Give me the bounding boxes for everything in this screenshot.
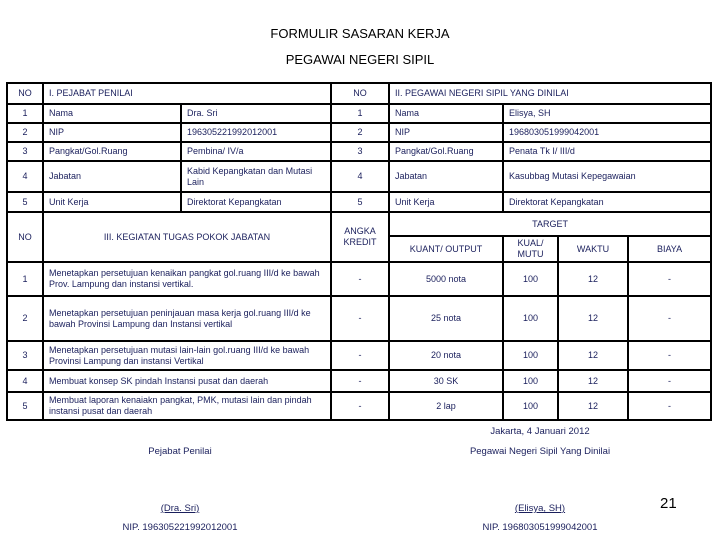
cell: Elisya, SH xyxy=(503,104,711,123)
cell: Menetapkan persetujuan kenaikan pangkat gol.ruang III/d ke bawah Prov. Lampung dan instansi vertikal. xyxy=(43,262,331,296)
form-title: FORMULIR SASARAN KERJA xyxy=(270,26,450,41)
cell: BIAYA xyxy=(628,236,711,262)
cell: - xyxy=(628,296,711,341)
right-role: Pegawai Negeri Sipil Yang Dinilai xyxy=(469,446,611,457)
cell: 100 xyxy=(503,370,558,392)
cell: 5000 nota xyxy=(389,262,503,296)
cell: - xyxy=(331,296,389,341)
sasaran-kerja-table xyxy=(6,82,712,421)
cell: Dra. Sri xyxy=(181,104,331,123)
section-header-row xyxy=(7,83,711,104)
cell: - xyxy=(331,341,389,370)
cell: 100 xyxy=(503,296,558,341)
cell: Pangkat/Gol.Ruang xyxy=(43,142,181,161)
cell: KUAL/ MUTU xyxy=(503,236,558,262)
cell: 12 xyxy=(558,392,628,420)
cell: 3 xyxy=(7,142,43,161)
cell: 4 xyxy=(7,370,43,392)
cell: - xyxy=(331,262,389,296)
cell: 20 nota xyxy=(389,341,503,370)
cell: Jabatan xyxy=(389,161,503,192)
activity-row xyxy=(7,262,711,296)
cell: 12 xyxy=(558,370,628,392)
cell: 2 xyxy=(7,296,43,341)
identity-row xyxy=(7,123,711,142)
left-role: Pejabat Penilai xyxy=(148,446,212,457)
cell: Unit Kerja xyxy=(43,192,181,212)
cell: Nama xyxy=(389,104,503,123)
cell: Nama xyxy=(43,104,181,123)
cell: NIP xyxy=(43,123,181,142)
cell: 196803051999042001 xyxy=(503,123,711,142)
section2-title: II. PEGAWAI NEGERI SIPIL YANG DINILAI xyxy=(389,83,711,104)
cell: 30 SK xyxy=(389,370,503,392)
page-number: 21 xyxy=(660,495,677,512)
cell: NIP xyxy=(389,123,503,142)
cell: Kabid Kepangkatan dan Mutasi Lain xyxy=(181,161,331,192)
cell: 1 xyxy=(7,262,43,296)
cell: 5 xyxy=(7,392,43,420)
cell: - xyxy=(628,262,711,296)
activity-row xyxy=(7,392,711,420)
no-header: NO xyxy=(331,83,389,104)
cell: Pangkat/Gol.Ruang xyxy=(389,142,503,161)
cell: - xyxy=(628,370,711,392)
cell: III. KEGIATAN TUGAS POKOK JABATAN xyxy=(43,212,331,262)
cell: 3 xyxy=(7,341,43,370)
cell: Pembina/ IV/a xyxy=(181,142,331,161)
cell: 12 xyxy=(558,262,628,296)
cell: 2 xyxy=(331,123,389,142)
form-subtitle: PEGAWAI NEGERI SIPIL xyxy=(285,52,435,67)
cell: Direktorat Kepangkatan xyxy=(503,192,711,212)
cell: ANGKA KREDIT xyxy=(331,212,389,262)
cell: 5 xyxy=(331,192,389,212)
cell: 12 xyxy=(558,296,628,341)
activity-row xyxy=(7,370,711,392)
activity-header-row xyxy=(7,212,711,236)
cell: 100 xyxy=(503,262,558,296)
cell: 196305221992012001 xyxy=(181,123,331,142)
identity-row xyxy=(7,192,711,212)
activity-row xyxy=(7,341,711,370)
identity-row xyxy=(7,142,711,161)
cell: NO xyxy=(7,212,43,262)
cell: 12 xyxy=(558,341,628,370)
cell: 1 xyxy=(7,104,43,123)
cell: 4 xyxy=(331,161,389,192)
left-nip: NIP. 196305221992012001 xyxy=(122,522,238,533)
cell: KUANT/ OUTPUT xyxy=(389,236,503,262)
cell: 1 xyxy=(331,104,389,123)
cell: Penata Tk I/ III/d xyxy=(503,142,711,161)
cell: 25 nota xyxy=(389,296,503,341)
cell: 3 xyxy=(331,142,389,161)
cell: 2 lap xyxy=(389,392,503,420)
identity-row xyxy=(7,161,711,192)
cell: Membuat laporan kenaiakn pangkat, PMK, mutasi lain dan pindah instansi pusat dan daerah xyxy=(43,392,331,420)
left-name: (Dra. Sri) xyxy=(160,503,200,514)
cell: Membuat konsep SK pindah Instansi pusat dan daerah xyxy=(43,370,331,392)
cell: Kasubbag Mutasi Kepegawaian xyxy=(503,161,711,192)
cell: Unit Kerja xyxy=(389,192,503,212)
cell: 2 xyxy=(7,123,43,142)
place-date: Jakarta, 4 Januari 2012 xyxy=(490,426,590,437)
right-name: (Elisya, SH) xyxy=(514,503,566,514)
identity-row xyxy=(7,104,711,123)
section1-title: I. PEJABAT PENILAI xyxy=(43,83,331,104)
cell: - xyxy=(331,392,389,420)
cell: 100 xyxy=(503,341,558,370)
no-header: NO xyxy=(7,83,43,104)
cell: 4 xyxy=(7,161,43,192)
cell: - xyxy=(628,392,711,420)
cell: Direktorat Kepangkatan xyxy=(181,192,331,212)
cell: Menetapkan persetujuan peninjauan masa kerja gol.ruang III/d ke bawah Provinsi Lampung dan Instansi vertikal xyxy=(43,296,331,341)
right-nip: NIP. 196803051999042001 xyxy=(482,522,598,533)
cell: - xyxy=(331,370,389,392)
activity-row xyxy=(7,296,711,341)
cell: Jabatan xyxy=(43,161,181,192)
cell: Menetapkan persetujuan mutasi lain-lain gol.ruang III/d ke bawah Provinsi Lampung dan instansi Vertikal xyxy=(43,341,331,370)
cell: TARGET xyxy=(389,212,711,236)
cell: 5 xyxy=(7,192,43,212)
cell: WAKTU xyxy=(558,236,628,262)
cell: 100 xyxy=(503,392,558,420)
cell: - xyxy=(628,341,711,370)
